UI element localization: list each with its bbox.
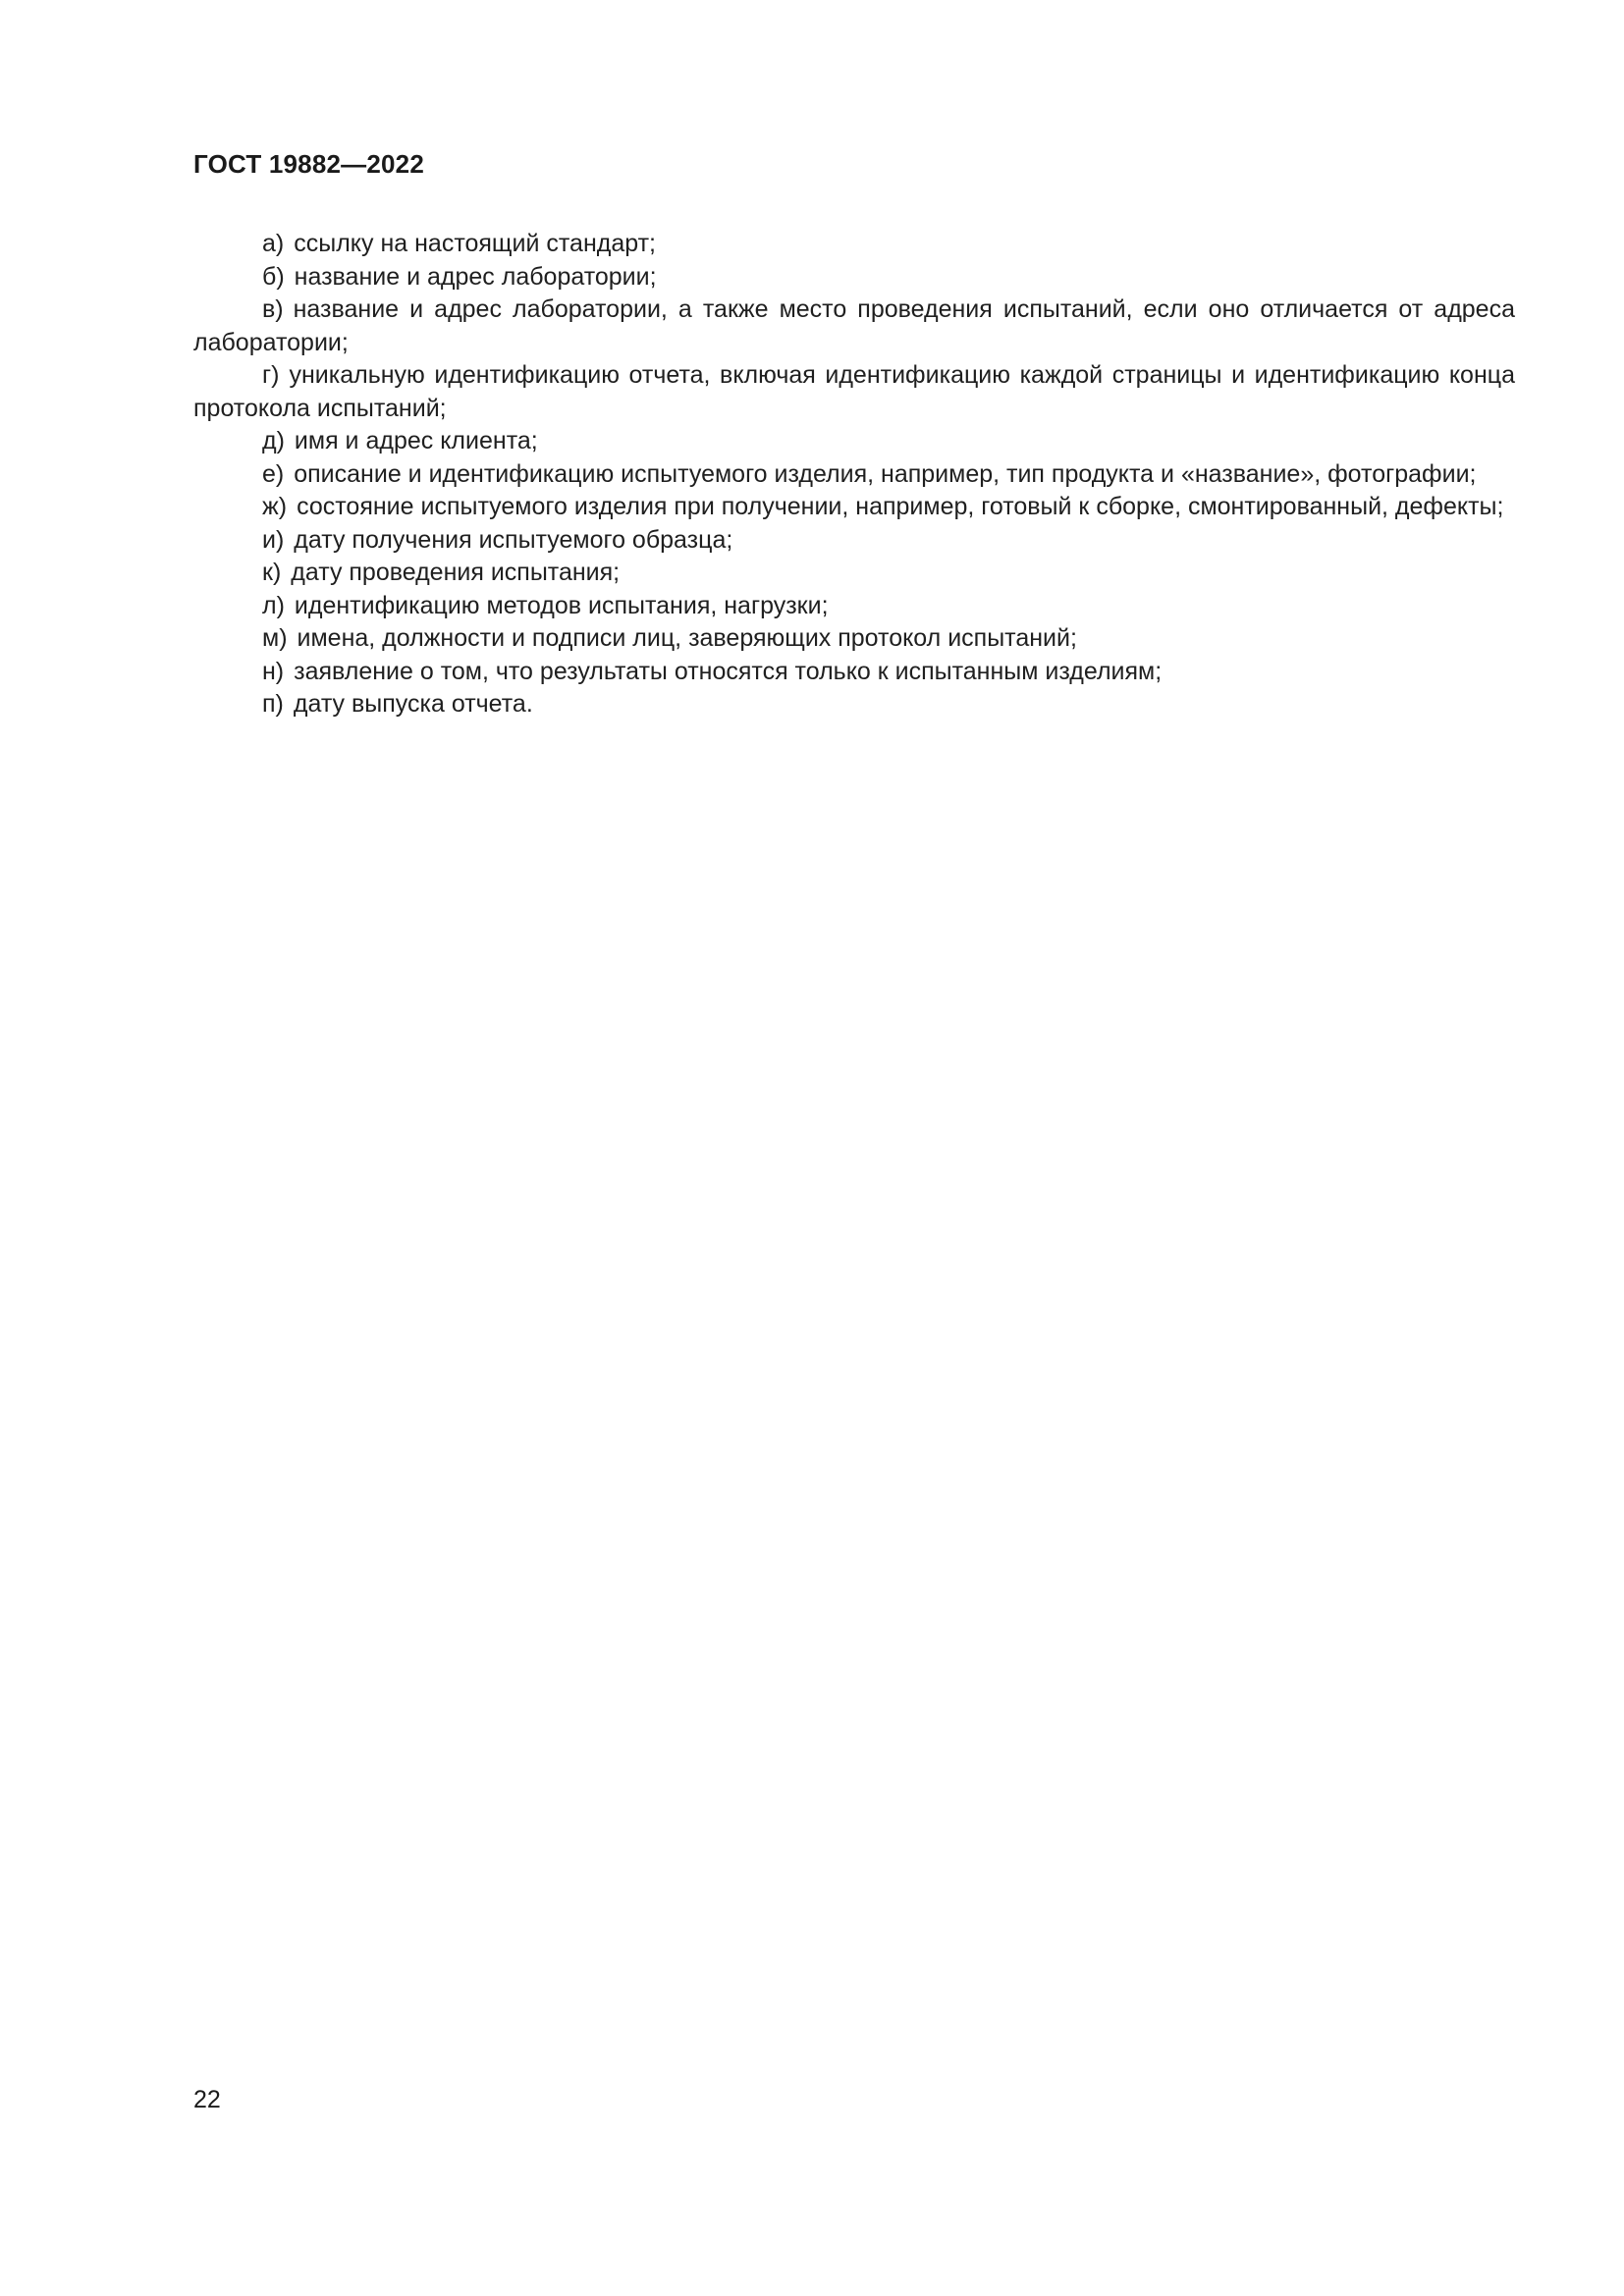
list-item bbox=[193, 425, 1515, 458]
list-item bbox=[193, 491, 1515, 524]
list-item-text: имя и адрес клиента; bbox=[294, 427, 538, 454]
list-item-marker: в) bbox=[262, 295, 284, 323]
requirements-list bbox=[193, 228, 1515, 721]
list-item-marker: а) bbox=[262, 230, 285, 257]
list-item-marker: н) bbox=[262, 657, 285, 685]
list-item bbox=[193, 458, 1515, 492]
list-item-marker: е) bbox=[262, 459, 285, 488]
list-item bbox=[193, 688, 1515, 721]
list-item-text: название и адрес лаборатории; bbox=[294, 262, 657, 291]
list-item-marker: к) bbox=[262, 559, 282, 586]
list-item-text: описание и идентификацию испытуемого изделия, например, тип продукта и «название», фотографии; bbox=[294, 459, 1477, 488]
list-item-marker: б) bbox=[262, 262, 285, 291]
list-item-text: состояние испытуемого изделия при получении, например, готовый к сборке, смонтированный, дефекты; bbox=[297, 493, 1504, 520]
list-item bbox=[193, 622, 1515, 656]
list-item-marker: м) bbox=[262, 624, 288, 652]
list-item-marker: и) bbox=[262, 525, 285, 554]
list-item-marker: д) bbox=[262, 427, 285, 454]
list-item bbox=[193, 294, 1515, 359]
list-item-text: идентификацию методов испытания, нагрузки; bbox=[294, 591, 829, 619]
list-item-text: дату проведения испытания; bbox=[291, 559, 621, 586]
list-item bbox=[193, 590, 1515, 623]
list-item-marker: г) bbox=[262, 361, 280, 389]
document-header: ГОСТ 19882—2022 bbox=[193, 149, 424, 179]
list-item-marker: п) bbox=[262, 690, 284, 718]
list-item bbox=[193, 261, 1515, 294]
list-item-text: заявление о том, что результаты относятся только к испытанным изделиям; bbox=[294, 657, 1163, 685]
list-item-marker: ж) bbox=[262, 493, 288, 520]
list-item-marker: л) bbox=[262, 591, 285, 619]
list-item-text: дату выпуска отчета. bbox=[293, 690, 533, 718]
list-item-text: дату получения испытуемого образца; bbox=[294, 525, 733, 554]
list-item-text: уникальную идентификацию отчета, включая идентификацию каждой страницы и идентификацию конца протокола испытаний; bbox=[193, 361, 1515, 422]
list-item bbox=[193, 228, 1515, 261]
list-item bbox=[193, 557, 1515, 590]
list-item bbox=[193, 359, 1515, 425]
list-item-text: ссылку на настоящий стандарт; bbox=[294, 230, 656, 257]
list-item-text: имена, должности и подписи лиц, заверяющих протокол испытаний; bbox=[297, 624, 1077, 652]
list-item bbox=[193, 656, 1515, 689]
list-item bbox=[193, 524, 1515, 558]
list-item-text: название и адрес лаборатории, а также место проведения испытаний, если оно отличается от адреса лаборатории; bbox=[193, 295, 1515, 356]
page-number: 22 bbox=[193, 2086, 221, 2113]
